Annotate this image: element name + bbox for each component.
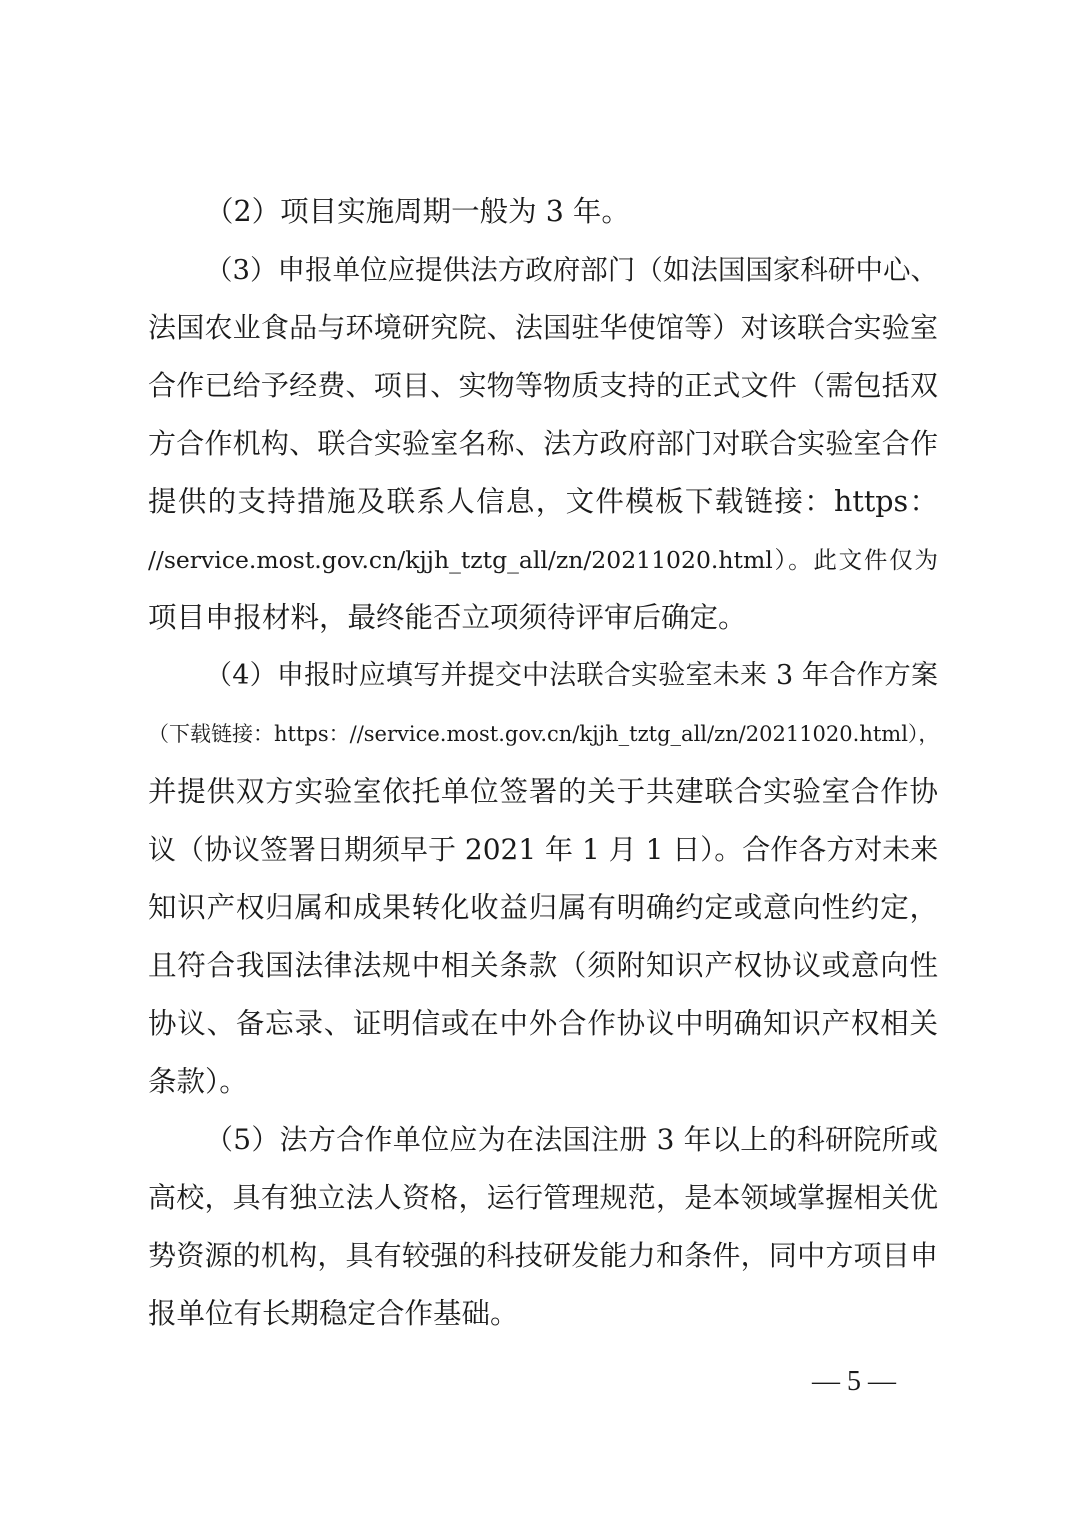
item-5-line-4: 报单位有长期稳定合作基础。 [148,1297,519,1330]
item-3-line-4: 方合作机构、联合实验室名称、法方政府部门对联合实验室合作 [148,427,938,460]
item-4-line-3: 并提供双方实验室依托单位签署的关于共建联合实验室合作协 [148,775,938,808]
item-4-line-7: 协议、备忘录、证明信或在中外合作协议中明确知识产权相关 [148,1007,938,1040]
item-3-line-7: 项目申报材料，最终能否立项须待评审后确定。 [148,601,747,634]
item-2-line-1: （2）项目实施周期一般为 3 年。 [205,195,630,228]
item-5-line-3: 势资源的机构，具有较强的科技研发能力和条件，同中方项目申 [148,1239,938,1272]
item-4-line-2: （下载链接：https：//service.most.gov.cn/kjjh_tztg_all/zn/20211020.html）， [148,722,940,746]
item-4-line-4: 议（协议签署日期须早于 2021 年 1 月 1 日）。合作各方对未来 [148,833,939,866]
page-number: — 5 — [812,1366,896,1397]
item-4-line-8: 条款）。 [148,1065,248,1098]
item-3-line-6: //service.most.gov.cn/kjjh_tztg_all/zn/20211020.html）。此文件仅为 [148,546,938,574]
item-4-line-1: （4）申报时应填写并提交中法联合实验室未来 3 年合作方案 [205,660,938,691]
item-5-line-2: 高校，具有独立法人资格，运行管理规范，是本领域掌握相关优 [148,1181,938,1214]
item-3-line-3: 合作已给予经费、项目、实物等物质支持的正式文件（需包括双 [148,369,938,402]
item-3-line-1: （3）申报单位应提供法方政府部门（如法国国家科研中心、 [205,254,938,286]
item-4-line-5: 知识产权归属和成果转化收益归属有明确约定或意向性约定， [148,891,938,924]
item-5-line-1: （5）法方合作单位应为在法国注册 3 年以上的科研院所或 [205,1123,938,1156]
item-3-line-5: 提供的支持措施及联系人信息，文件模板下载链接：https： [148,485,938,518]
item-3-line-2: 法国农业食品与环境研究院、法国驻华使馆等）对该联合实验室 [148,311,938,344]
item-4-line-6: 且符合我国法律法规中相关条款（须附知识产权协议或意向性 [148,949,938,982]
